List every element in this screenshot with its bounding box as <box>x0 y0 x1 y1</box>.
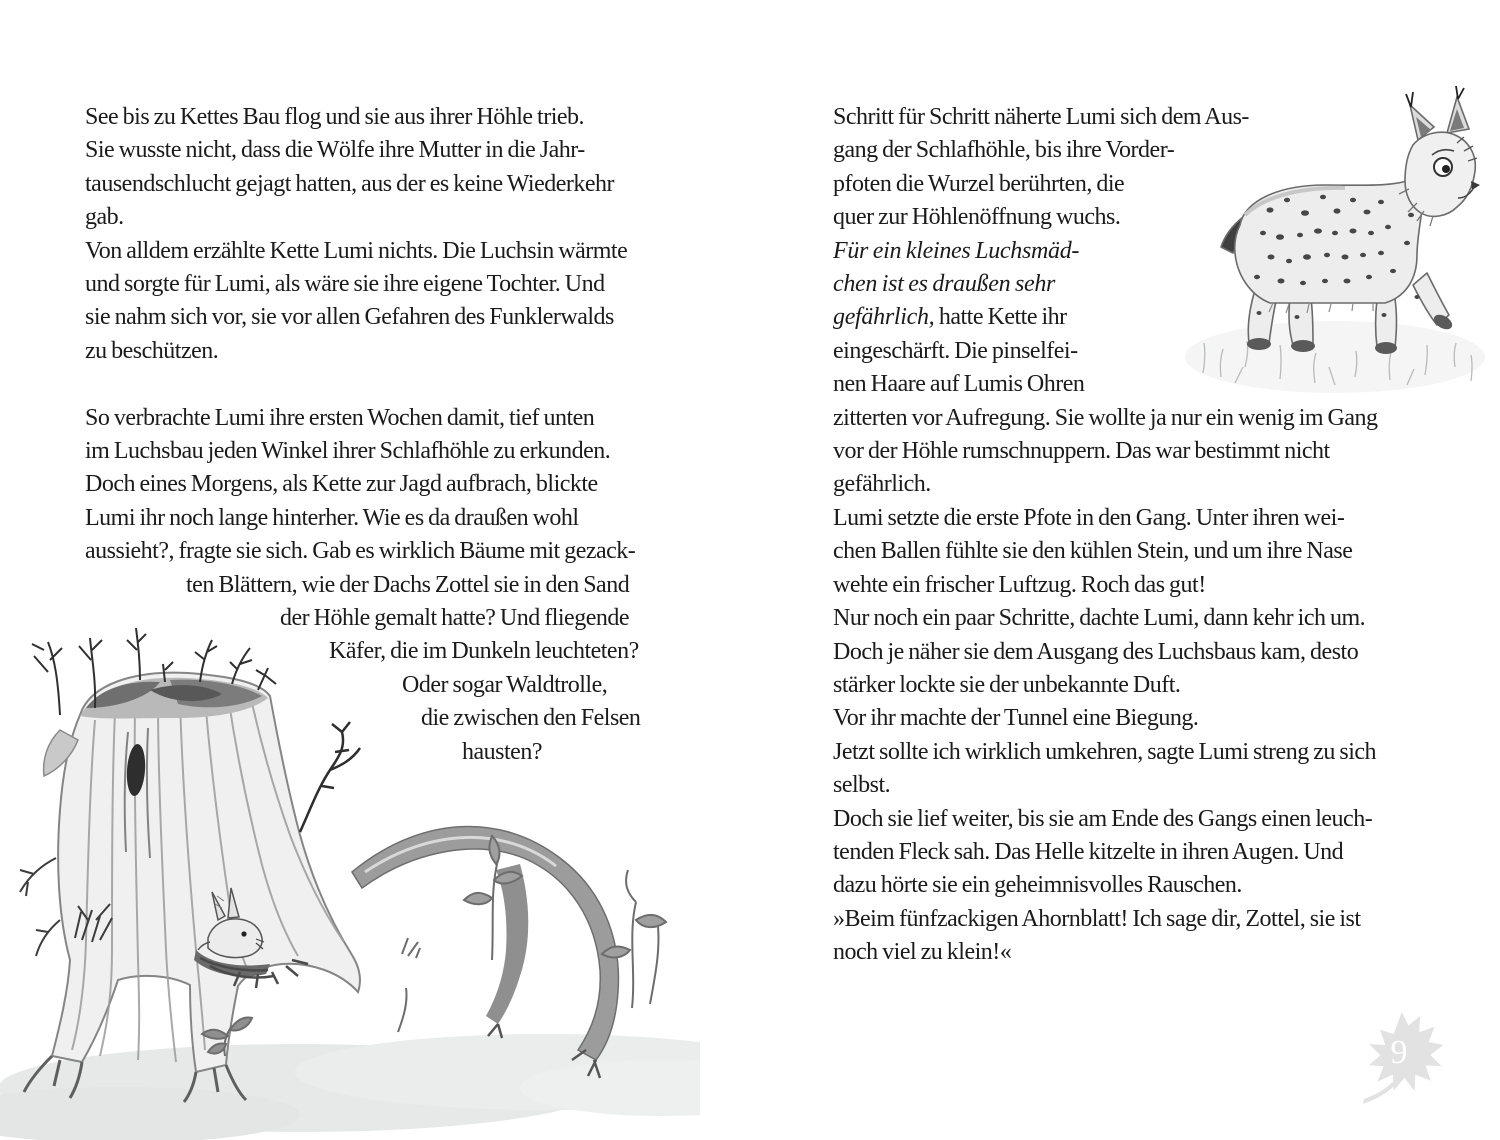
text-line: und sorgte für Lumi, als wäre sie ihre eigene Tochter. Und <box>85 271 605 298</box>
paragraph <box>85 101 640 235</box>
text-line: selbst. <box>833 772 891 799</box>
text-line: vor der Höhle rumschnuppern. Das war bestimmt nicht <box>833 438 1330 465</box>
text-line: Schritt für Schritt näherte Lumi sich dem Aus- <box>833 104 1249 130</box>
text-line: dazu hörte sie ein geheimnisvolles Rauschen. <box>833 872 1242 899</box>
text-line: im Luchsbau jeden Winkel ihrer Schlafhöhle zu erkunden. <box>85 438 611 465</box>
text-line: Lumi ihr noch lange hinterher. Wie es da draußen wohl <box>85 504 579 531</box>
text-line: zu beschützen. <box>85 337 219 364</box>
paragraph <box>833 903 1378 970</box>
paragraph <box>833 502 1378 602</box>
text-line: noch viel zu klein!« <box>833 939 1012 966</box>
text-line: Lumi setzte die erste Pfote in den Gang. Unter ihren wei- <box>833 504 1345 531</box>
text-line: eingeschärft. Die pinselfei- <box>833 337 1078 364</box>
text-line: aussieht?, fragte sie sich. Gab es wirklich Bäume mit gezack- <box>85 538 636 565</box>
text-line: Oder sogar Waldtrolle, <box>402 671 608 698</box>
text-line: Käfer, die im Dunkeln leuchteten? <box>329 638 639 665</box>
text-line: gefährlich, hatte Kette ihr <box>833 304 1067 331</box>
text-line: Vor ihr machte der Tunnel eine Biegung. <box>833 705 1199 732</box>
text-line: Doch sie lief weiter, bis sie am Ende des Gangs einen leuch- <box>833 805 1373 832</box>
text-line: Für ein kleines Luchsmäd- <box>833 237 1080 264</box>
text-line: gab. <box>85 204 124 231</box>
text-line: pfoten die Wurzel berührten, die <box>833 170 1125 197</box>
left-page-text <box>85 101 640 769</box>
text-line: stärker lockte sie der unbekannte Duft. <box>833 671 1181 698</box>
paragraph <box>85 569 640 769</box>
text-line: Doch je näher sie dem Ausgang des Luchsbaus kam, desto <box>833 638 1359 665</box>
text-line: quer zur Höhlenöffnung wuchs. <box>833 204 1121 231</box>
paragraph <box>833 636 1378 703</box>
text-line: chen ist es draußen sehr <box>833 271 1056 298</box>
text-line: chen Ballen fühlte sie den kühlen Stein, und um ihre Nase <box>833 538 1353 565</box>
paragraph <box>833 602 1378 635</box>
text-line: die zwischen den Felsen <box>421 705 641 732</box>
text-line: ten Blättern, wie der Dachs Zottel sie in den Sand <box>186 571 630 598</box>
text-line: »Beim fünfzackigen Ahornblatt! Ich sage dir, Zottel, sie ist <box>833 905 1361 932</box>
page-number: 9 <box>1390 1034 1408 1071</box>
page-number-ornament <box>1350 1004 1454 1104</box>
text-line: tenden Fleck sah. Das Helle kitzelte in ihren Augen. Und <box>833 838 1344 865</box>
text-line: Nur noch ein paar Schritte, dachte Lumi, dann kehr ich um. <box>833 605 1366 632</box>
paragraph <box>833 736 1378 803</box>
text-line: wehte ein frischer Luftzug. Roch das gut! <box>833 571 1206 598</box>
text-line: Sie wusste nicht, dass die Wölfe ihre Mutter in die Jahr- <box>85 137 585 164</box>
text-line: Von alldem erzählte Kette Lumi nichts. Die Luchsin wärmte <box>85 237 628 264</box>
text-line: tausendschlucht gejagt hatten, aus der es keine Wiederkehr <box>85 170 615 197</box>
text-line: hausten? <box>462 738 542 765</box>
paragraph <box>85 235 640 369</box>
right-page-text <box>833 101 1378 970</box>
text-line: sie nahm sich vor, sie vor allen Gefahren des Funklerwalds <box>85 304 614 331</box>
paragraph <box>85 402 640 569</box>
text-line: zitterten vor Aufregung. Sie wollte ja nur ein wenig im Gang <box>833 404 1378 431</box>
text-line: nen Haare auf Lumis Ohren <box>833 371 1085 398</box>
text-line: gefährlich. <box>833 471 931 498</box>
paragraph <box>833 101 1378 502</box>
text-line: Doch eines Morgens, als Kette zur Jagd aufbrach, blickte <box>85 471 598 498</box>
paragraph <box>833 702 1378 735</box>
text-line: gang der Schlafhöhle, bis ihre Vorder- <box>833 137 1175 164</box>
text-line: der Höhle gemalt hatte? Und fliegende <box>280 605 630 632</box>
text-line: So verbrachte Lumi ihre ersten Wochen damit, tief unten <box>85 404 595 431</box>
text-line: See bis zu Kettes Bau flog und sie aus ihrer Höhle trieb. <box>85 104 585 130</box>
paragraph <box>833 803 1378 903</box>
text-line: Jetzt sollte ich wirklich umkehren, sagte Lumi streng zu sich <box>833 738 1377 765</box>
